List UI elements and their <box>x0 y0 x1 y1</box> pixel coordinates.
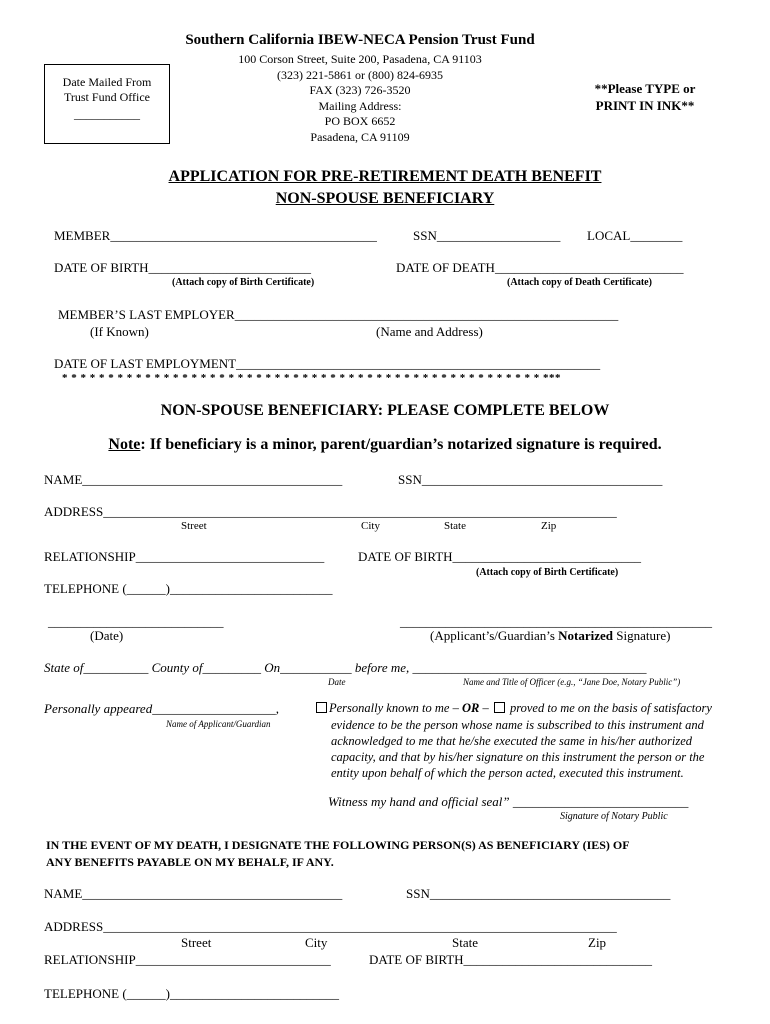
designee-dob-field[interactable]: DATE OF BIRTH_____________________________ <box>369 952 653 967</box>
fax-line: FAX (323) 726-3520 <box>309 83 411 97</box>
birth-cert-note: (Attach copy of Birth Certificate) <box>172 277 315 288</box>
personally-appeared-field[interactable]: Personally appeared___________________, <box>44 701 279 716</box>
applicant-signature-field[interactable]: ________________________________________________ <box>400 614 712 629</box>
mailing-label: Mailing Address: <box>318 98 402 113</box>
date-mailed-field[interactable]: ___________ <box>74 107 140 121</box>
zip-label: Zip <box>541 520 557 532</box>
org-name: Southern California IBEW-NECA Pension Trust Fund <box>185 32 535 48</box>
street-label: Street <box>181 520 207 532</box>
designation-text: ANY BENEFITS PAYABLE ON MY BEHALF, IF ANY. <box>46 855 334 869</box>
designee-relationship-field[interactable]: RELATIONSHIP______________________________ <box>44 952 331 967</box>
proved-checkbox[interactable] <box>494 702 505 713</box>
beneficiary-ssn-field[interactable]: SSN_____________________________________ <box>398 472 663 487</box>
signature-label: (Applicant’s/Guardian’s Notarized Signature) <box>430 628 671 643</box>
state-label: State <box>452 935 478 950</box>
zip-label: Zip <box>588 935 607 950</box>
designation-text: IN THE EVENT OF MY DEATH, I DESIGNATE THE FOLLOWING PERSON(S) AS BENEFICIARY (IES) OF <box>46 838 630 852</box>
witness-seal-field[interactable]: Witness my hand and official seal” ___________________________ <box>328 794 689 809</box>
local-field[interactable]: LOCAL________ <box>587 228 683 243</box>
name-address-label: (Name and Address) <box>376 324 483 339</box>
designee-address-field[interactable]: ADDRESS_______________________________________________________________________________ <box>44 919 617 934</box>
applicant-sub-label: Name of Applicant/Guardian <box>166 719 271 729</box>
street-label: Street <box>181 935 212 950</box>
phone-line: (323) 221-5861 or (800) 824-6935 <box>277 67 443 82</box>
beneficiary-telephone-field[interactable]: TELEPHONE (______)_________________________ <box>44 581 333 596</box>
date-label: (Date) <box>90 628 124 643</box>
section-heading: NON-SPOUSE BENEFICIARY: PLEASE COMPLETE BELOW <box>160 402 610 419</box>
designee-name-field[interactable]: NAME________________________________________ <box>44 886 343 901</box>
form-subtitle: NON-SPOUSE BENEFICIARY <box>275 190 495 207</box>
birth-cert-note: (Attach copy of Birth Certificate) <box>476 567 619 578</box>
notary-state-line[interactable]: State of__________ County of_________ On___________ before me, ____________________________________ <box>44 660 647 675</box>
beneficiary-relationship-field[interactable]: RELATIONSHIP_____________________________ <box>44 549 325 564</box>
last-employment-field[interactable]: DATE OF LAST EMPLOYMENT________________________________________________________ <box>54 356 601 371</box>
type-notice: **Please TYPE or PRINT IN INK** <box>594 81 696 113</box>
member-field[interactable]: MEMBER_________________________________________ <box>54 228 377 243</box>
city-label: City <box>361 520 380 532</box>
member-dob-field[interactable]: DATE OF BIRTH_________________________ <box>54 260 312 275</box>
state-label: State <box>444 520 466 532</box>
personally-known-checkbox[interactable] <box>316 702 327 713</box>
if-known-label: (If Known) <box>90 324 149 339</box>
personally-known-line: Personally known to me – OR – proved to me on the basis of satisfactory <box>314 701 712 716</box>
notary-paragraph: evidence to be the person whose name is subscribed to this instrument and acknowledged to me that he/she executed the same in his/her authorized capacity, and that by his/her signature on this instrument the person or the entity upon behalf of which the person acted, executed this instrument. <box>331 718 705 780</box>
designee-telephone-field[interactable]: TELEPHONE (______)__________________________ <box>44 986 340 1001</box>
death-cert-note: (Attach copy of Death Certificate) <box>507 277 652 288</box>
date-box-label: Trust Fund Office <box>63 90 150 104</box>
date-sub-label: Date <box>328 677 346 687</box>
address-line: 100 Corson Street, Suite 200, Pasadena, CA 91103 <box>238 52 482 66</box>
officer-sub-label: Name and Title of Officer (e.g., “Jane Doe, Notary Public”) <box>463 677 681 687</box>
notary-signature-label: Signature of Notary Public <box>560 811 668 822</box>
date-mailed-box <box>44 64 170 144</box>
beneficiary-address-field[interactable]: ADDRESS_______________________________________________________________________________ <box>44 504 617 519</box>
org-address <box>215 52 505 145</box>
beneficiary-dob-field[interactable]: DATE OF BIRTH_____________________________ <box>358 549 642 564</box>
date-box-label: Date Mailed From <box>62 75 152 89</box>
designee-ssn-field[interactable]: SSN_____________________________________ <box>406 886 671 901</box>
form-title: APPLICATION FOR PRE-RETIREMENT DEATH BENEFIT <box>168 168 602 185</box>
member-dod-field[interactable]: DATE OF DEATH_____________________________ <box>396 260 684 275</box>
minor-note: Note: If beneficiary is a minor, parent/guardian’s notarized signature is required. <box>108 436 662 453</box>
beneficiary-name-field[interactable]: NAME________________________________________ <box>44 472 343 487</box>
city-label: City <box>305 935 328 950</box>
member-ssn-field[interactable]: SSN___________________ <box>413 228 561 243</box>
po-box-line: PO BOX 6652 <box>324 114 396 128</box>
city-line: Pasadena, CA 91109 <box>310 129 410 144</box>
last-employer-field[interactable]: MEMBER’S LAST EMPLOYER___________________________________________________________ <box>58 307 619 322</box>
date-signed-field[interactable]: ___________________________ <box>48 614 224 629</box>
separator-stars: * * * * * * * * * * * * * * * * * * * * * * * * * * * * * * * * * * * * * * * * * * * * * * * * * * * * *** <box>62 372 561 384</box>
